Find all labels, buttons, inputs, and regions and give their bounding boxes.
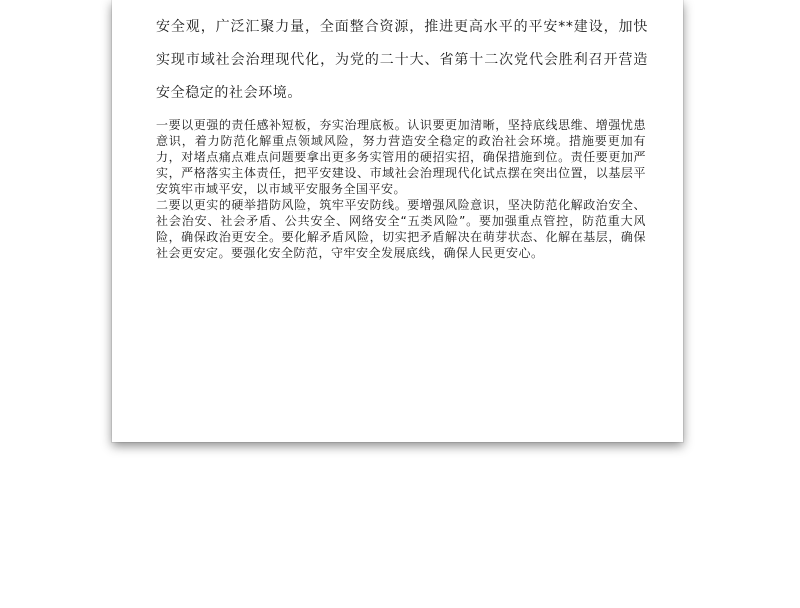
document-page [112,0,683,442]
paragraph-second: 二要以更实的硬举措防风险，筑牢平安防线。要增强风险意识，坚决防范化解政治安全、社会治安、社会矛盾、公共安全、网络安全“五类风险”。要加强重点管控，防范重大风险，确保政治更安全。要化解矛盾风险，切实把矛盾解决在萌芽状态、化解在基层，确保社会更安定。要强化安全防范，守牢安全发展底线，确保人民更安心。 [156,198,646,260]
body-text [156,117,646,261]
intro-paragraph: 安全观，广泛汇聚力量，全面整合资源，推进更高水平的平安**建设，加快实现市域社会治理现代化，为党的二十大、省第十二次党代会胜利召开营造安全稳定的社会环境。 [156,19,648,101]
paragraph-first: 一要以更强的责任感补短板，夯实治理底板。认识要更加清晰，坚持底线思维、增强忧患意识，着力防范化解重点领域风险，努力营造安全稳定的政治社会环境。措施要更加有力，对堵点痛点难点问题要拿出更多务实管用的硬招实招，确保措施到位。责任要更加严实，严格落实主体责任，把平安建设、市域社会治理现代化试点摆在突出位置，以基层平安筑牢市域平安，以市域平安服务全国平安。 [156,118,646,196]
